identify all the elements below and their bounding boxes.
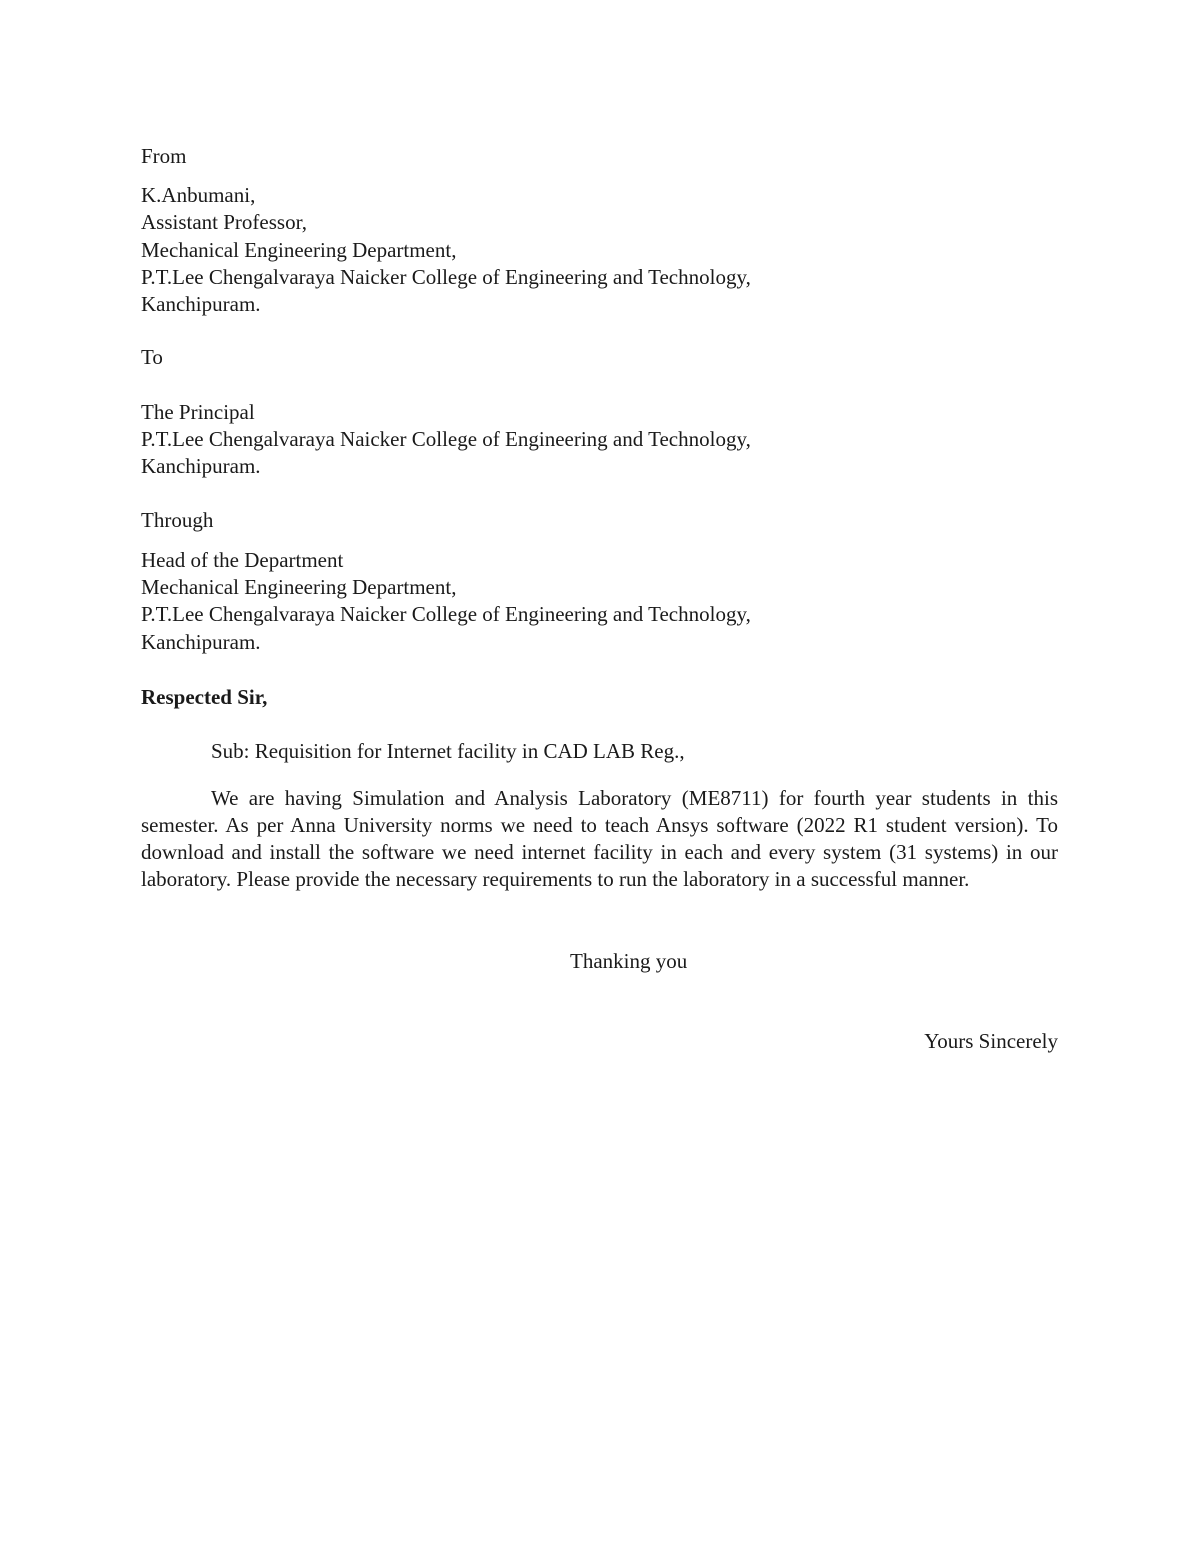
thanking-line: Thanking you: [570, 949, 688, 973]
to-heading: To: [141, 345, 163, 369]
from-heading: From: [141, 144, 187, 168]
sender-department: Mechanical Engineering Department,: [141, 238, 457, 262]
through-department: Mechanical Engineering Department,: [141, 575, 457, 599]
through-heading: Through: [141, 508, 214, 532]
sender-city: Kanchipuram.: [141, 292, 261, 316]
sender-name: K.Anbumani,: [141, 183, 256, 207]
through-college: P.T.Lee Chengalvaraya Naicker College of Engineering and Technology,: [141, 602, 751, 626]
recipient-city: Kanchipuram.: [141, 454, 261, 478]
subject-line: Sub: Requisition for Internet facility in CAD LAB Reg.,: [211, 739, 685, 763]
recipient-college: P.T.Lee Chengalvaraya Naicker College of Engineering and Technology,: [141, 427, 751, 451]
body-paragraph: We are having Simulation and Analysis Laboratory (ME8711) for fourth year students in this semester. As per Anna University norms we need to teach Ansys software (2022 R1 student version). To download and install the software we need internet facility in each and every system (31 systems) in our laboratory. Please provide the necessary requirements to run the laboratory in a successful manner.: [141, 786, 1058, 891]
through-city: Kanchipuram.: [141, 630, 261, 654]
sender-college: P.T.Lee Chengalvaraya Naicker College of Engineering and Technology,: [141, 265, 751, 289]
sender-designation: Assistant Professor,: [141, 210, 307, 234]
closing-line: Yours Sincerely: [924, 1029, 1058, 1053]
through-title: Head of the Department: [141, 548, 344, 572]
salutation: Respected Sir,: [141, 685, 268, 709]
recipient-title: The Principal: [141, 400, 255, 424]
